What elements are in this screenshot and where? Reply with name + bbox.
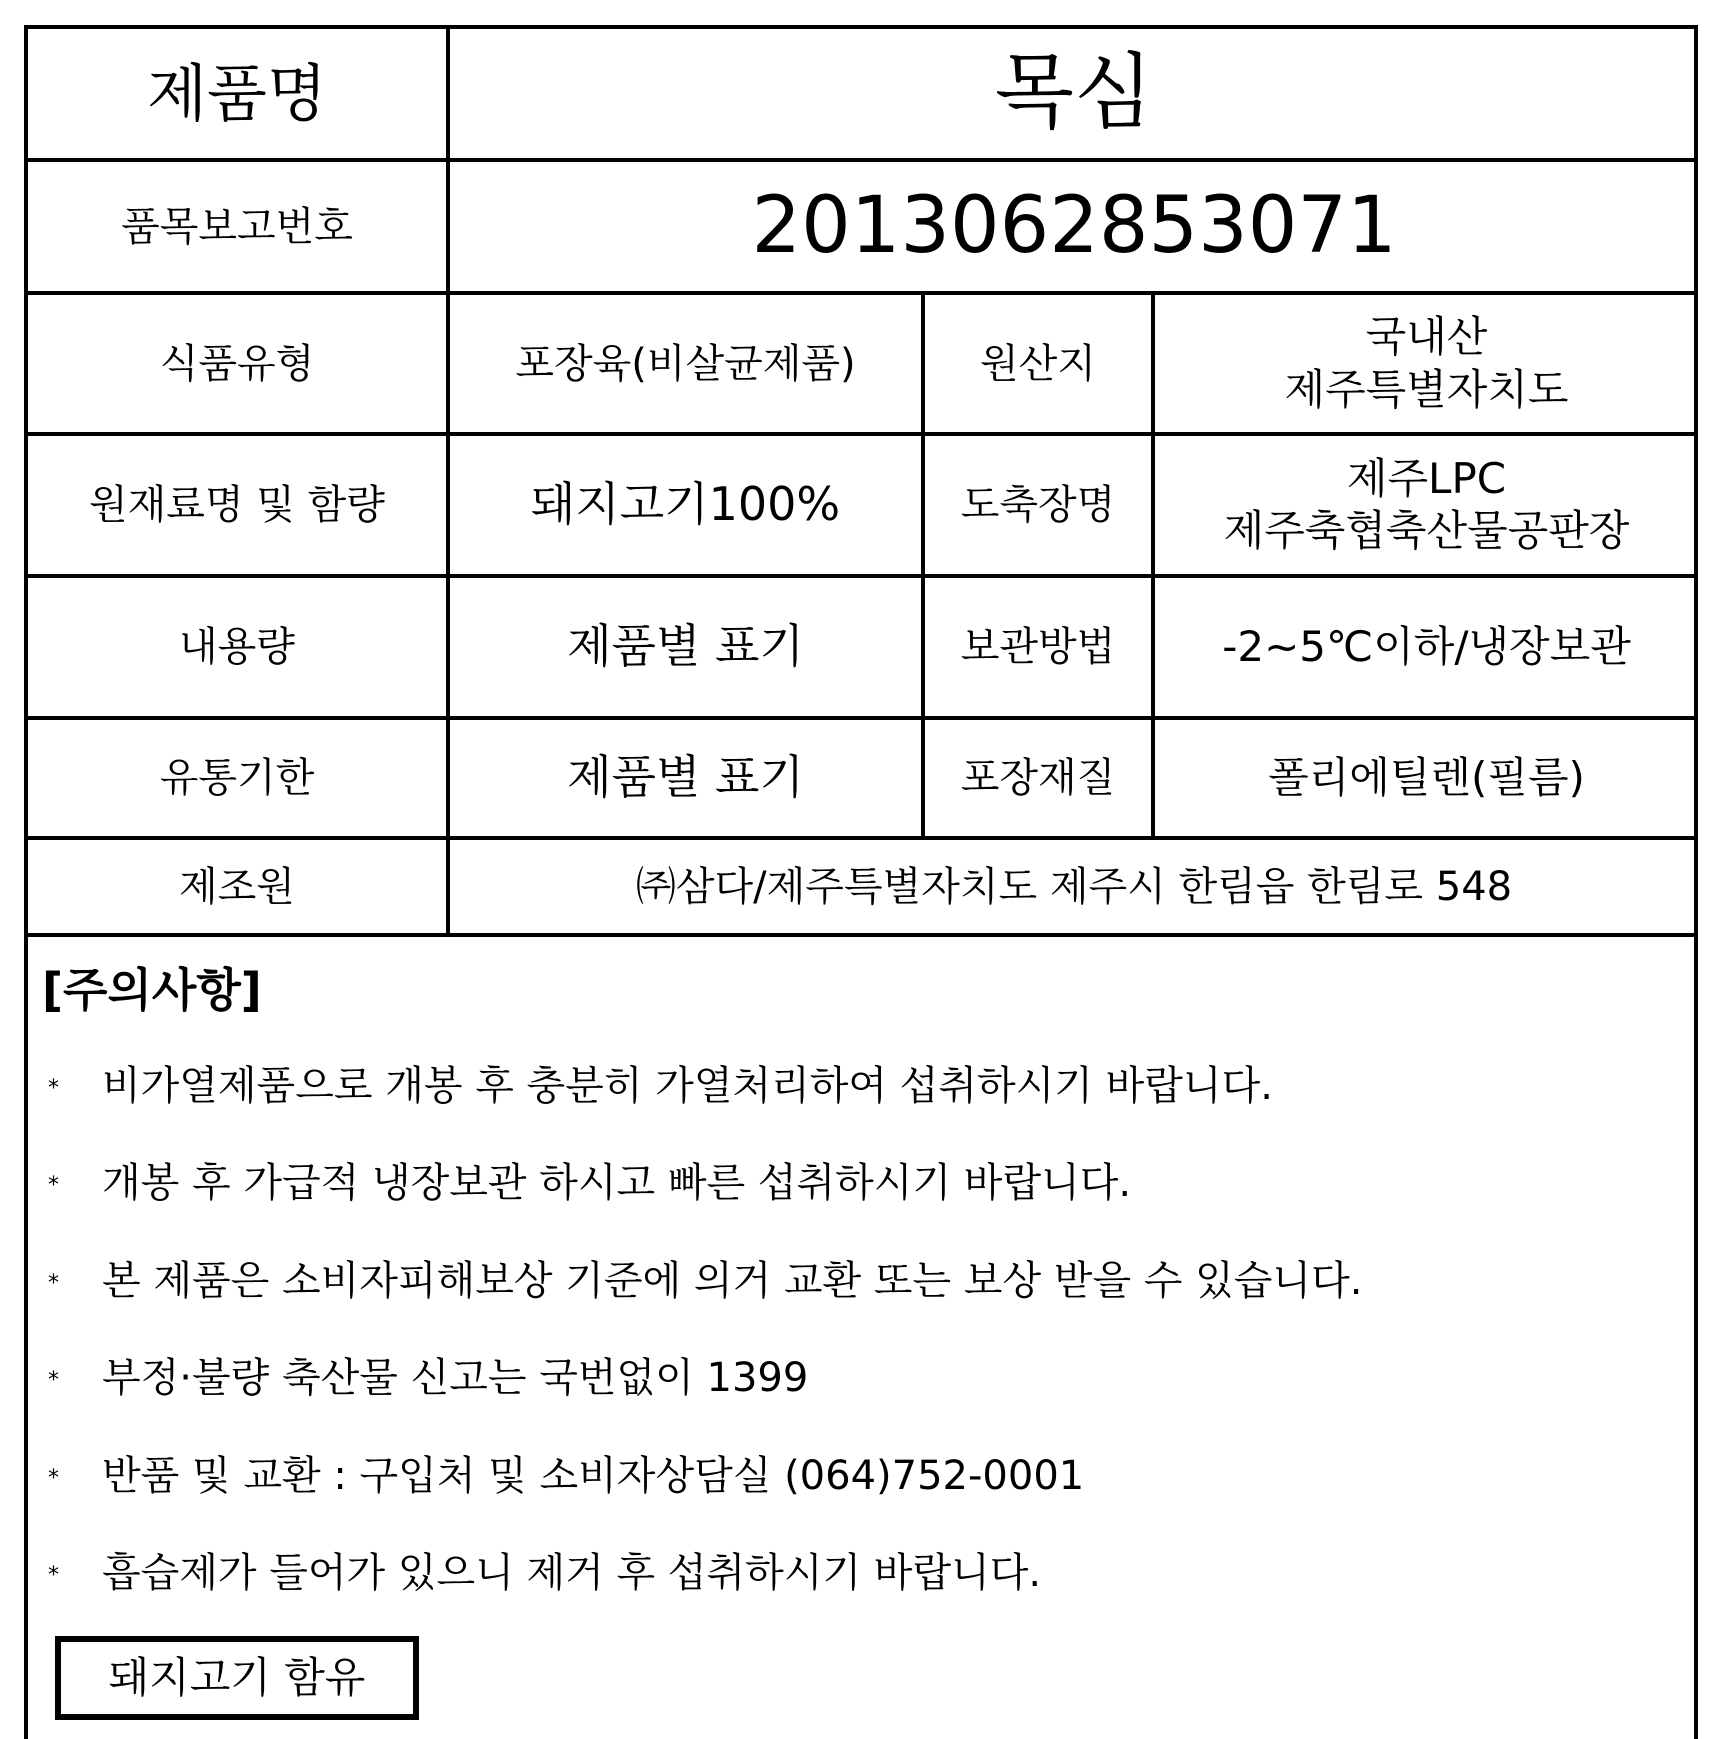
caution-text: 반품 및 교환 : 구입처 및 소비자상담실 (064)752-0001 bbox=[102, 1453, 1085, 1499]
origin-value bbox=[1153, 293, 1698, 434]
storage-label: 보관방법 bbox=[923, 576, 1153, 718]
caution-item bbox=[48, 1249, 1362, 1306]
packaging-label: 포장재질 bbox=[923, 718, 1153, 838]
slaughterhouse-label: 도축장명 bbox=[923, 434, 1153, 576]
row-product-name bbox=[28, 29, 1698, 160]
allergen-box: 돼지고기 함유 bbox=[55, 1636, 419, 1720]
bullet-icon: * bbox=[48, 1465, 59, 1491]
food-type-value: 포장육(비살균제품) bbox=[448, 293, 923, 434]
caution-text: 부정·불량 축산물 신고는 국번없이 1399 bbox=[102, 1355, 809, 1401]
bullet-icon: * bbox=[48, 1270, 59, 1296]
caution-item bbox=[48, 1444, 1084, 1501]
expiry-label: 유통기한 bbox=[28, 718, 448, 838]
product-name-label: 제품명 bbox=[28, 29, 448, 160]
info-table bbox=[28, 29, 1698, 937]
caution-text: 비가열제품으로 개봉 후 충분히 가열처리하여 섭취하시기 바랍니다. bbox=[102, 1063, 1273, 1109]
caution-title: [주의사항] bbox=[42, 963, 262, 1017]
origin-label: 원산지 bbox=[923, 293, 1153, 434]
content-value: 제품별 표기 bbox=[448, 576, 923, 718]
ingredient-value: 돼지고기100% bbox=[448, 434, 923, 576]
caution-item bbox=[48, 1346, 808, 1403]
ingredient-label: 원재료명 및 함량 bbox=[28, 434, 448, 576]
slaughterhouse-line1: 제주LPC bbox=[1346, 453, 1507, 503]
row-ingredients bbox=[28, 434, 1698, 576]
caution-item bbox=[48, 1151, 1131, 1208]
caution-item bbox=[48, 1541, 1041, 1598]
maker-label: 제조원 bbox=[28, 838, 448, 935]
caution-text: 본 제품은 소비자피해보상 기준에 의거 교환 또는 보상 받을 수 있습니다. bbox=[102, 1258, 1363, 1304]
expiry-value: 제품별 표기 bbox=[448, 718, 923, 838]
product-name-value: 목심 bbox=[448, 29, 1698, 160]
food-type-label: 식품유형 bbox=[28, 293, 448, 434]
report-number-label: 품목보고번호 bbox=[28, 160, 448, 293]
storage-value: -2~5℃이하/냉장보관 bbox=[1153, 576, 1698, 718]
row-food-type bbox=[28, 293, 1698, 434]
bullet-icon: * bbox=[48, 1075, 59, 1101]
origin-line1: 국내산 bbox=[1365, 312, 1488, 361]
product-label bbox=[24, 25, 1698, 1739]
maker-value: ㈜삼다/제주특별자치도 제주시 한림읍 한림로 548 bbox=[448, 838, 1698, 935]
slaughterhouse-line2: 제주축협축산물공판장 bbox=[1223, 506, 1630, 555]
report-number-value: 2013062853071 bbox=[448, 160, 1698, 293]
caution-text: 개봉 후 가급적 냉장보관 하시고 빠른 섭취하시기 바랍니다. bbox=[102, 1160, 1132, 1206]
row-maker bbox=[28, 838, 1698, 935]
bullet-icon: * bbox=[48, 1367, 59, 1393]
caution-text: 흡습제가 들어가 있으니 제거 후 섭취하시기 바랍니다. bbox=[102, 1550, 1042, 1596]
packaging-value: 폴리에틸렌(필름) bbox=[1153, 718, 1698, 838]
row-content bbox=[28, 576, 1698, 718]
content-label: 내용량 bbox=[28, 576, 448, 718]
slaughterhouse-value bbox=[1153, 434, 1698, 576]
origin-line2: 제주특별자치도 bbox=[1284, 364, 1569, 414]
caution-item bbox=[48, 1054, 1273, 1111]
bullet-icon: * bbox=[48, 1172, 59, 1198]
row-report-number bbox=[28, 160, 1698, 293]
bullet-icon: * bbox=[48, 1562, 59, 1588]
row-expiry bbox=[28, 718, 1698, 838]
